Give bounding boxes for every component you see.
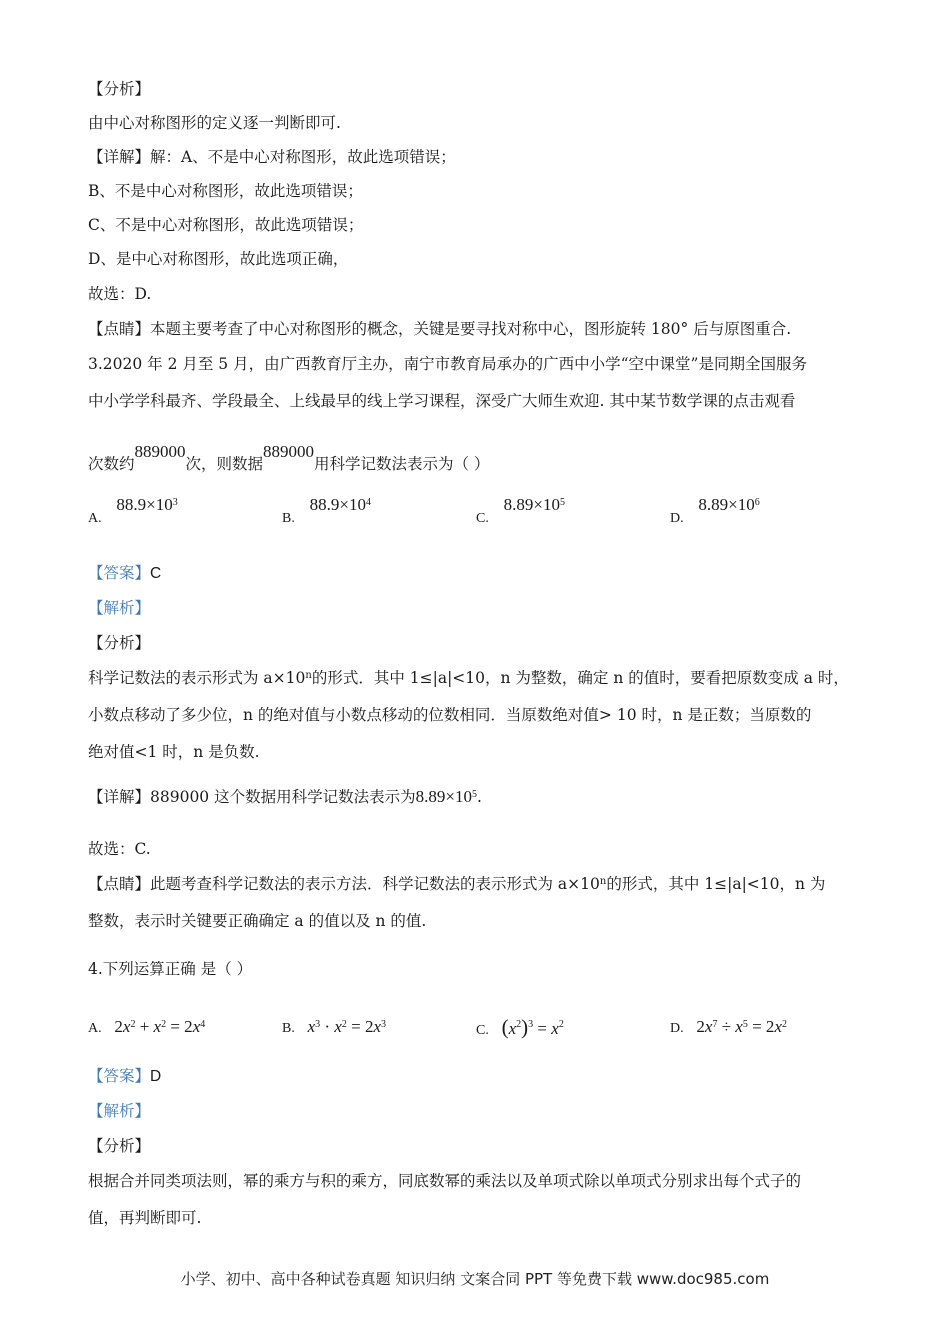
option-value: $8.89\times 10^5$ [503,495,565,514]
option-label: A. [88,511,102,526]
option-label: A. [88,1021,102,1036]
q3-option-d [670,495,760,530]
q3-explain-tag: 【解析】 [88,599,151,617]
answer-value: C [150,565,162,582]
q3-option-c [476,495,565,530]
option-label: C. [476,1023,489,1038]
choice-line-1: 故选：D. [88,285,152,303]
answer-value: D [150,1068,162,1085]
q3-stem-line-3 [88,442,490,475]
q4-analysis-line-1: 根据合并同类项法则，幂的乘方与积的乘方，同底数幂的乘法以及单项式除以单项式分别求出每个式子的 [88,1172,802,1190]
option-label: B. [282,511,295,526]
q3-stem-line-2: 中小学学科最齐、学段最全、上线最早的线上学习课程，深受广大师生欢迎. 其中某节数学课的点击观看 [88,392,796,410]
q4-analysis-heading: 【分析】 [88,1137,151,1155]
q4-answer-line [88,1065,161,1088]
q3-number-2: 889000 [263,442,315,461]
q3-stem-text-a: 次数约 [88,455,135,473]
q4-stem: 4.下列运算正确 是（ ） [88,960,253,978]
q4-option-b [282,1016,386,1040]
option-formula: $x^3 \cdot x^2 = 2x^3$ [307,1017,387,1036]
detail-line-1: 【详解】解：A、不是中心对称图形，故此选项错误； [88,148,456,166]
q3-stem-line-1: 3.2020 年 2 月至 5 月，由广西教育厅主办，南宁市教育局承办的广西中小学“空中课堂”是同期全国服务 [88,355,807,373]
option-label: B. [282,1021,295,1036]
q3-number-1: 889000 [134,442,186,461]
option-value: $88.9\times 10^3$ [116,495,178,514]
option-label: C. [476,511,489,526]
option-formula: $2x^7 \div x^5 = 2x^2$ [696,1017,787,1036]
detail-line-3: C、不是中心对称图形，故此选项错误； [88,216,364,234]
comment-line-1: 【点睛】本题主要考查了中心对称图形的概念，关键是要寻找对称中心，图形旋转 180° 后与原图重合. [88,320,792,338]
detail-formula: $8.89\times 10^5$ [415,787,477,806]
analysis-heading-1: 【分析】 [88,80,151,98]
option-label: D. [670,1021,684,1036]
detail-line-2: B、不是中心对称图形，故此选项错误； [88,182,363,200]
q4-explain-tag: 【解析】 [88,1102,151,1120]
option-value: $8.89\times 10^6$ [698,495,760,514]
answer-tag: 【答案】 [88,1067,151,1085]
q4-analysis-line-2: 值，再判断即可. [88,1209,202,1227]
q4-option-c [476,1016,564,1042]
q4-option-d [670,1016,787,1040]
page-footer: 小学、初中、高中各种试卷真题 知识归纳 文案合同 PPT 等免费下载 www.doc985.com [180,1270,770,1288]
q3-stem-text-c: 用科学记数法表示为（ ） [314,455,490,473]
q3-option-a [88,495,178,530]
q3-analysis-line-2: 小数点移动了多少位，n 的绝对值与小数点移动的位数相同．当原数绝对值> 10 时，n 是正数；当原数的 [88,706,812,724]
detail-line-4: D、是中心对称图形，故此选项正确， [88,250,349,268]
option-formula: $2x^2 + x^2 = 2x^4$ [114,1017,206,1036]
analysis-text-1: 由中心对称图形的定义逐一判断即可. [88,114,341,132]
answer-tag: 【答案】 [88,564,151,582]
q3-analysis-heading: 【分析】 [88,634,151,652]
q3-choice-line: 故选：C. [88,840,151,858]
q3-comment-line-1: 【点睛】此题考查科学记数法的表示方法．科学记数法的表示形式为 $a\times 10^n$的形式，其中 1≤|a|<10，n 为 [88,875,826,893]
q3-option-b [282,495,371,530]
q3-comment-line-2: 整数，表示时关键要正确确定 a 的值以及 n 的值. [88,912,427,930]
q3-analysis-line-3: 绝对值<1 时，n 是负数. [88,743,260,761]
option-value: $88.9\times 10^4$ [309,495,371,514]
option-label: D. [670,511,684,526]
q3-stem-text-b: 次，则数据 [185,455,264,473]
option-formula: $(x^2)^3 = x^2$ [501,1015,564,1039]
q4-option-a [88,1016,205,1040]
q3-analysis-line-1: 科学记数法的表示形式为 $a\times 10^n$的形式．其中 1≤|a|<10，n 为整数，确定 n 的值时，要看把原数变成 a 时， [88,669,849,687]
q3-answer-line [88,562,161,585]
q3-detail-line: 【详解】889000 这个数据用科学记数法表示为$8.89\times 10^5$. [88,787,482,806]
